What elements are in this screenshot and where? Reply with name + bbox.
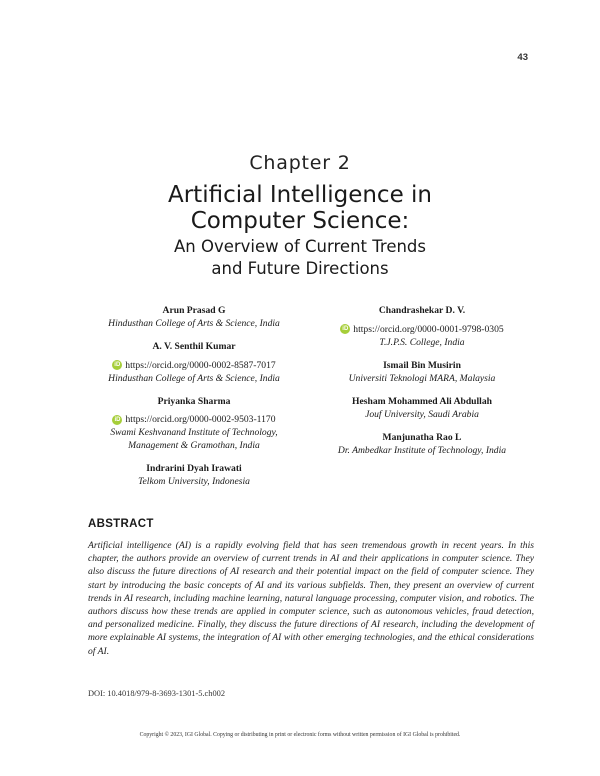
author-affiliation: Universiti Teknologi MARA, Malaysia [348, 372, 496, 384]
copyright-footer: Copyright © 2023, IGI Global. Copying or distributing in print or electronic forms without written permission of IGI Global is prohibited. [139, 732, 461, 738]
orcid-icon: iD [114, 362, 121, 368]
orcid-icon: iD [114, 416, 121, 423]
author-entry [64, 462, 324, 488]
author-name: Manjunatha Rao L [382, 431, 462, 443]
author-entry [292, 359, 552, 385]
chapter-label: Chapter 2 [249, 152, 351, 174]
title-line: Computer Science: [190, 208, 410, 234]
authors-right-column [292, 304, 552, 467]
doi-line: DOI: 10.4018/979-8-3693-1301-5.ch002 [88, 689, 226, 698]
chapter-title [0, 182, 600, 234]
author-entry [64, 304, 324, 330]
page-number: 43 [517, 52, 528, 63]
orcid-link[interactable]: https://orcid.org/0000-0002-9503-1170 [125, 414, 276, 425]
orcid-icon: iD [342, 326, 349, 332]
subtitle-line: An Overview of Current Trends [173, 237, 427, 256]
author-entry [292, 431, 552, 457]
author-name: Chandrashekar D. V. [378, 305, 466, 316]
author-affiliation: T.J.P.S. College, India [379, 336, 465, 348]
author-name: Arun Prasad G [162, 305, 226, 316]
author-orcid [112, 413, 275, 426]
author-affiliation: Dr. Ambedkar Institute of Technology, India [337, 444, 507, 456]
title-line: Artificial Intelligence in [167, 182, 433, 208]
author-name: A. V. Senthil Kumar [152, 341, 236, 352]
author-name: Indrarini Dyah Irawati [146, 463, 242, 474]
author-name: Ismail Bin Musirin [383, 359, 461, 371]
author-name: Hesham Mohammed Ali Abdullah [352, 395, 492, 407]
abstract-heading: ABSTRACT [88, 518, 154, 530]
author-affiliation: Management & Gramothan, India [128, 440, 260, 451]
author-orcid [112, 359, 275, 372]
abstract-text: Artificial intelligence (AI) is a rapidly evolving field that has seen tremendous growth in recent years. In this chapter, the authors provide an overview of current trends in AI and their applications in computer science. They also discuss the future directions of AI research and their potential impact on the field of computer science. They start by introducing the basic concepts of AI and its various subfields. Then, they present an overview of current trends in AI research, including machine learning, natural language processing, computer vision, and robotics. The authors discuss how these trends are applied in computer science, such as autonomous vehicles, fraud detection, and personalized medicine. Finally, they discuss the future directions of AI research, including the development of more explainable AI systems, the integration of AI with other emerging technologies, and the ethical considerations of AI. [88, 540, 534, 657]
author-orcid [340, 323, 503, 336]
authors-left-column [64, 304, 324, 498]
chapter-subtitle [0, 236, 600, 280]
author-affiliation: Hindusthan College of Arts & Science, India [108, 318, 280, 329]
author-entry [64, 340, 324, 385]
author-affiliation: Telkom University, Indonesia [138, 476, 250, 487]
author-entry [64, 395, 324, 453]
orcid-link[interactable]: https://orcid.org/0000-0002-8587-7017 [125, 359, 276, 371]
author-affiliation: Swami Keshvanand Institute of Technology, [110, 427, 278, 438]
author-affiliation: Hindusthan College of Arts & Science, India [108, 372, 280, 384]
author-affiliation: Jouf University, Saudi Arabia [365, 408, 479, 420]
subtitle-line: and Future Directions [211, 259, 389, 278]
author-name: Priyanka Sharma [157, 395, 231, 407]
author-entry [292, 395, 552, 421]
author-entry [292, 304, 552, 349]
orcid-link[interactable]: https://orcid.org/0000-0001-9798-0305 [353, 323, 504, 335]
